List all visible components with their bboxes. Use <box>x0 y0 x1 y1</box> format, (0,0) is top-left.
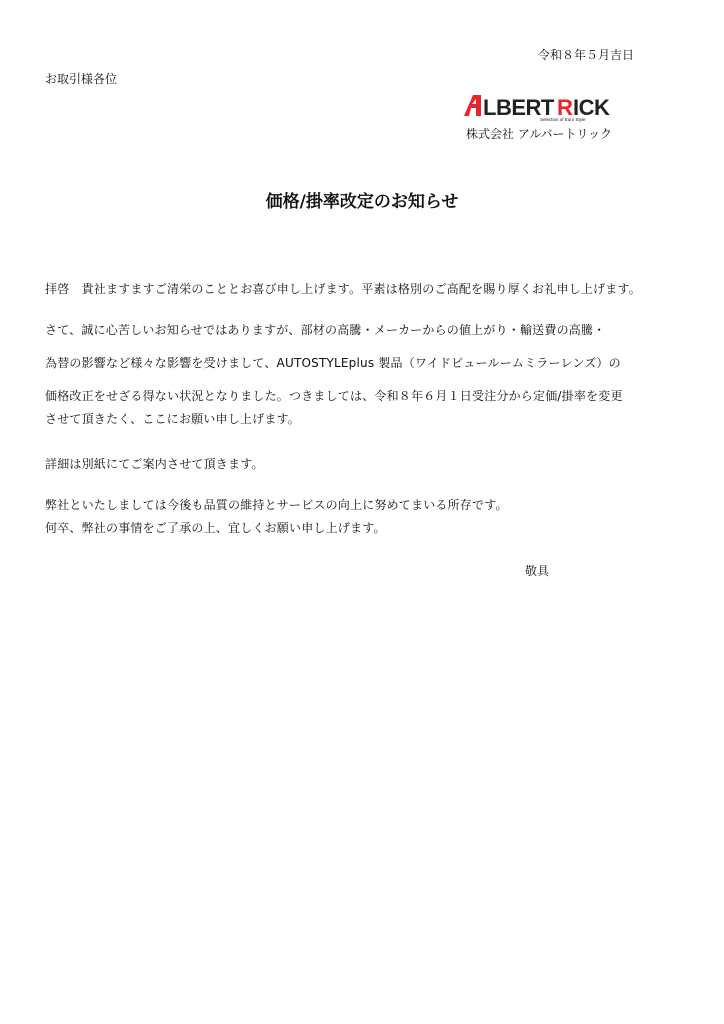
paragraph3-line: 弊社といたしましては今後も品質の維持とサービスの向上に努めてまいる所存です。 <box>45 498 508 512</box>
recipient-line: お取引様各位 <box>45 72 118 86</box>
paragraph3-line: 何卒、弊社の事情をご了承の上、宜しくお願い申し上げます。 <box>45 521 386 535</box>
notice-title: 価格/掛率改定のお知らせ <box>265 192 459 212</box>
paragraph1-line: さて、誠に心苦しいお知らせではありますが、部材の高騰・メーカーからの値上がり・輸送費の高騰・ <box>45 323 606 337</box>
paragraph2-line: 詳細は別紙にてご案内させて頂きます。 <box>45 457 264 471</box>
svg-text:Selection of Euro Style: Selection of Euro Style <box>540 117 586 122</box>
letter-date: 令和８年５月吉日 <box>538 48 635 62</box>
svg-text:R: R <box>557 95 573 120</box>
closing-word: 敬具 <box>525 564 550 578</box>
company-logo <box>462 92 637 122</box>
svg-text:LBERT: LBERT <box>483 95 554 120</box>
paragraph1-line: させて頂きたく、ここにお願い申し上げます。 <box>45 412 301 426</box>
paragraph1-line: 為替の影響など様々な影響を受けまして、AUTOSTYLEplus 製品（ワイドビュールームミラーレンズ）の <box>45 356 621 370</box>
greeting-line: 拝啓 貴社ますますご清栄のこととお喜び申し上げます。平素は格別のご高配を賜り厚くお礼申し上げます。 <box>45 282 641 296</box>
paragraph1-line: 価格改正をせざる得ない状況となりました。つきましては、令和８年６月１日受注分から定価/掛率を変更 <box>45 389 623 403</box>
company-name: 株式会社 アルバートリック <box>466 127 613 141</box>
svg-text:ICK: ICK <box>573 95 610 120</box>
